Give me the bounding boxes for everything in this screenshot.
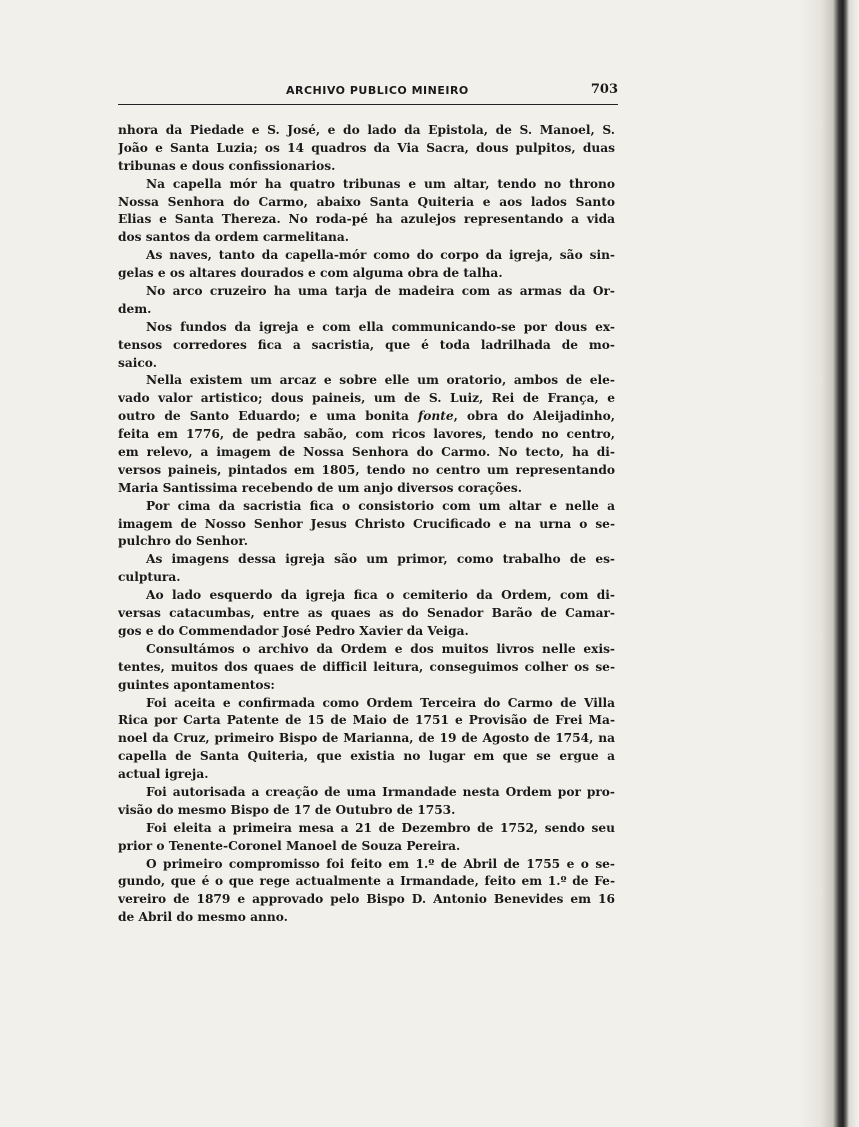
text-line: Foi autorisada a creação de uma Irmandade nesta Ordem por pro- <box>146 784 615 799</box>
text-line: Ao lado esquerdo da igreja fica o cemiterio da Ordem, com di- <box>146 588 615 603</box>
text-line: saico. <box>118 355 157 370</box>
text-line: dem. <box>118 301 152 316</box>
text-line: As naves, tanto da capella-mór como do corpo da igreja, são sin- <box>146 248 615 263</box>
page-number: 703 <box>590 82 618 97</box>
text-line: João e Santa Luzia; os 14 quadros da Via Sacra, dous pulpitos, duas <box>118 140 615 155</box>
text-line: Por cima da sacristia fica o consistorio com um altar e nelle a <box>146 498 615 513</box>
text-line: Nossa Senhora do Carmo, abaixo Santa Quiteria e aos lados Santo <box>118 194 615 209</box>
text-line: capella de Santa Quiteria, que existia no lugar em que se ergue a <box>118 749 615 764</box>
page-header <box>118 82 618 104</box>
text-line: Maria Santissima recebendo de um anjo diversos corações. <box>118 480 523 495</box>
text-line: nhora da Piedade e S. José, e do lado da Epistola, de S. Manoel, S. <box>118 123 615 137</box>
header-rule <box>118 104 618 105</box>
italic-word: fonte <box>418 409 454 424</box>
text-line: Elias e Santa Thereza. No roda-pé ha azulejos representando a vida <box>118 212 615 227</box>
text-line: versas catacumbas, entre as quaes as do Senador Barão de Camar- <box>118 606 615 621</box>
text-line: O primeiro compromisso foi feito em 1.º de Abril de 1755 e o se- <box>146 856 615 871</box>
text-line: em relevo, a imagem de Nossa Senhora do Carmo. No tecto, ha di- <box>118 445 615 460</box>
text-line: culptura. <box>118 570 181 585</box>
text-line: No arco cruzeiro ha uma tarja de madeira com as armas da Or- <box>146 284 615 299</box>
text-line: vado valor artistico; dous paineis, um de S. Luiz, Rei de França, e <box>118 391 615 406</box>
text-line: Nella existem um arcaz e sobre elle um oratorio, ambos de ele- <box>146 373 615 388</box>
text-line: gos e do Commendador José Pedro Xavier da Veiga. <box>118 623 469 638</box>
text-line: feita em 1776, de pedra sabão, com ricos lavores, tendo no centro, <box>118 427 615 442</box>
text-line: outro de Santo Eduardo; e uma bonita fonte, obra do Aleijadinho, <box>118 409 615 424</box>
text-line: pulchro do Senhor. <box>118 534 248 549</box>
text-line: gundo, que é o que rege actualmente a Irmandade, feito em 1.º de Fe- <box>118 874 615 889</box>
text-line: tensos corredores fica a sacristia, que é toda ladrilhada de mo- <box>118 337 615 352</box>
text-line: versos paineis, pintados em 1805, tendo no centro um representando <box>118 462 615 477</box>
text-line: noel da Cruz, primeiro Bispo de Marianna, de 19 de Agosto de 1754, na <box>118 731 615 746</box>
text-line: tentes, muitos dos quaes de difficil leitura, conseguimos colher os se- <box>118 659 615 674</box>
text-line: de Abril do mesmo anno. <box>118 910 288 925</box>
text-line: Foi aceita e confirmada como Ordem Terceira do Carmo de Villa <box>146 695 615 710</box>
page-edge-shadow <box>799 0 859 1127</box>
text-line: prior o Tenente-Coronel Manoel de Souza Pereira. <box>118 838 461 853</box>
text-line: As imagens dessa igreja são um primor, como trabalho de es- <box>146 552 615 567</box>
text-line: tribunas e dous confissionarios. <box>118 158 336 173</box>
running-title: ARCHIVO PUBLICO MINEIRO <box>286 84 469 97</box>
text-line: Nos fundos da igreja e com ella communicando-se por dous ex- <box>146 319 615 334</box>
text-line: visão do mesmo Bispo de 17 de Outubro de 1753. <box>118 802 456 817</box>
text-line: actual igreja. <box>118 767 209 782</box>
text-line: Foi eleita a primeira mesa a 21 de Dezembro de 1752, sendo seu <box>146 820 615 835</box>
text-line: Consultámos o archivo da Ordem e dos muitos livros nelle exis- <box>146 641 615 656</box>
body-text <box>118 122 615 927</box>
text-line: vereiro de 1879 e approvado pelo Bispo D. Antonio Benevides em 16 <box>118 892 615 907</box>
text-line: guintes apontamentos: <box>118 677 275 692</box>
text-line: dos santos da ordem carmelitana. <box>118 230 350 245</box>
text-line: gelas e os altares dourados e com alguma obra de talha. <box>118 266 503 281</box>
text-line: Rica por Carta Patente de 15 de Maio de 1751 e Provisão de Frei Ma- <box>118 713 615 728</box>
text-line: imagem de Nosso Senhor Jesus Christo Crucificado e na urna o se- <box>118 516 615 531</box>
text-line: Na capella mór ha quatro tribunas e um altar, tendo no throno <box>146 176 615 191</box>
